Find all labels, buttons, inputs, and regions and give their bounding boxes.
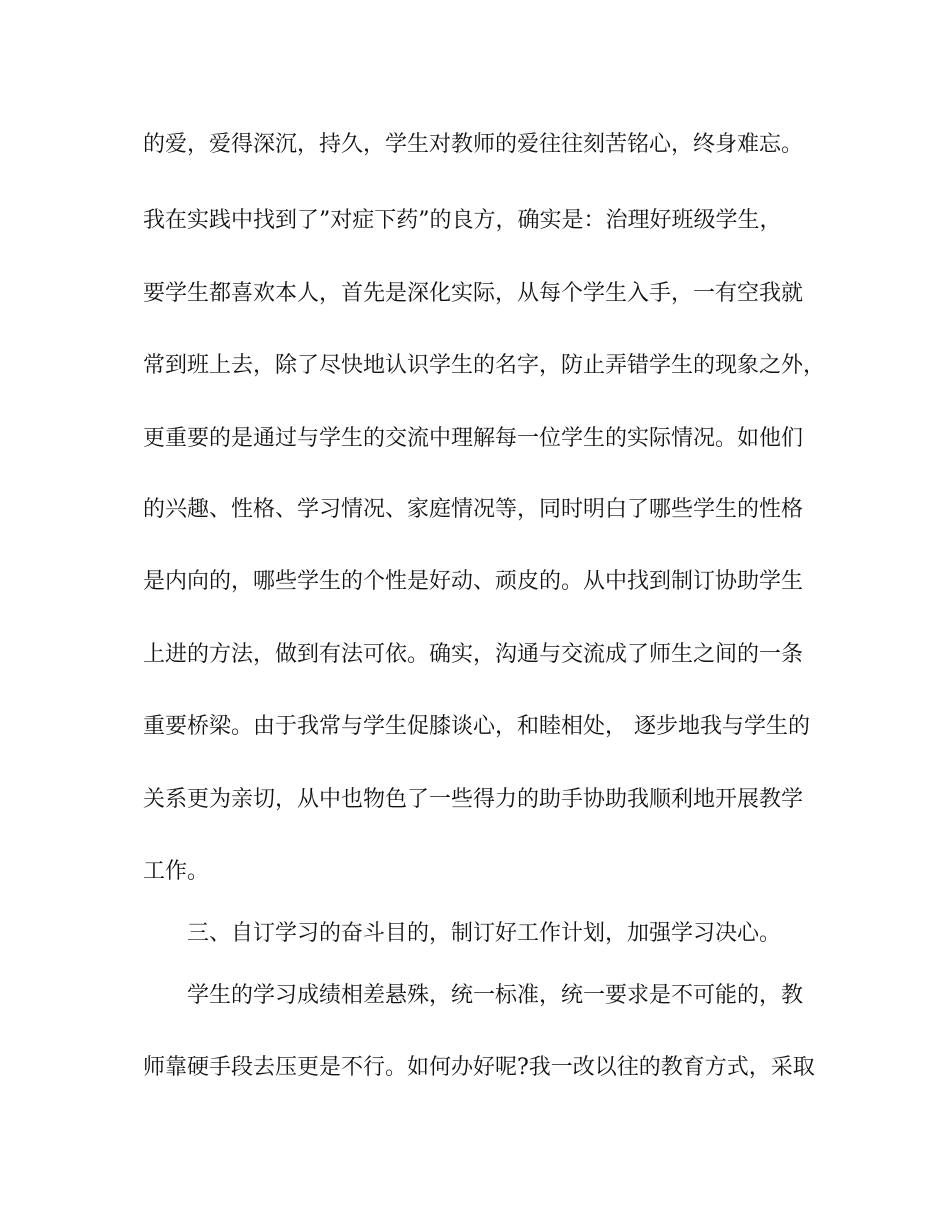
section-heading: 三、自订学习的奋斗目的，制订好工作计划，加强学习决心。	[187, 921, 782, 946]
paragraph-line: 关系更为亲切，从中也物色了一些得力的助手协助我顺利地开展教学	[143, 787, 804, 812]
paragraph-line: 常到班上去，除了尽快地认识学生的名字，防止弄错学生的现象之外，	[143, 353, 826, 378]
paragraph-line: 是内向的，哪些学生的个性是好动、顽皮的。从中找到制订协助学生	[143, 569, 804, 594]
paragraph-line: 师靠硬手段去压更是不行。如何办好呢?我一改以往的教育方式，采取	[143, 1055, 815, 1080]
paragraph-line: 我在实践中找到了”对症下药”的良方，确实是：治理好班级学生，	[143, 208, 782, 233]
paragraph-line: 上进的方法，做到有法可依。确实，沟通与交流成了师生之间的一条	[143, 642, 804, 667]
paragraph-line: 的爱，爱得深沉，持久，学生对教师的爱往往刻苦铭心，终身难忘。	[143, 132, 804, 157]
paragraph-line: 重要桥梁。由于我常与学生促膝谈心，和睦相处， 逐步地我与学生的	[143, 714, 810, 739]
paragraph-line: 工作。	[143, 859, 210, 884]
paragraph-line: 更重要的是通过与学生的交流中理解每一位学生的实际情况。如他们	[143, 426, 804, 451]
paragraph-line: 学生的学习成绩相差悬殊，统一标准，统一要求是不可能的，教	[187, 983, 804, 1008]
paragraph-line: 要学生都喜欢本人，首先是深化实际，从每个学生入手，一有空我就	[143, 281, 804, 306]
paragraph-line: 的兴趣、性格、学习情况、家庭情况等，同时明白了哪些学生的性格	[143, 497, 804, 522]
